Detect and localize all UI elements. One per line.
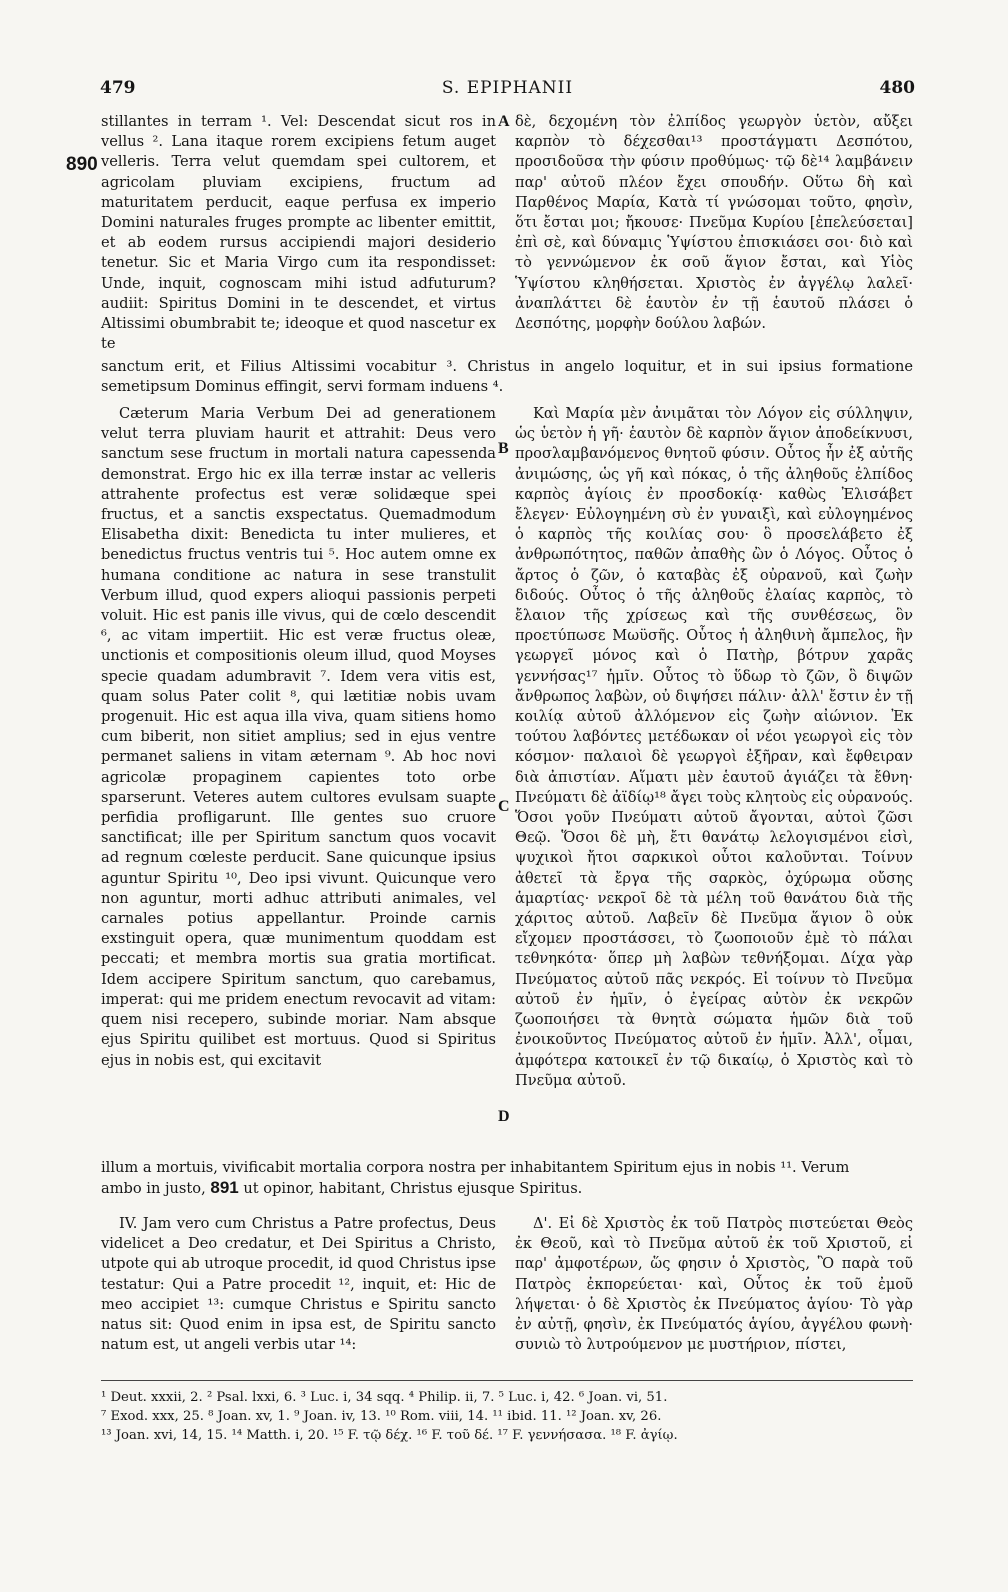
latin-column-section-1 (101, 112, 496, 354)
latin-column-section-3 (101, 1214, 496, 1355)
column-marker-b: B (498, 440, 509, 457)
footnotes (101, 1388, 913, 1445)
latin-column-section-2 (101, 404, 496, 1071)
spanning-text-before: ambo in justo, (101, 1180, 206, 1198)
column-marker-c: C (498, 798, 510, 815)
spanning-text-after: ut opinor, habitant, Christus ejusque Spiritus. (243, 1180, 583, 1198)
latin-paragraph: Cæterum Maria Verbum Dei ad generationem velut terra pluviam haurit et attrahit: Deus vero sanctum sese fructum in mortali natura capessenda demonstrat. Ergo hic ex illa terræ instar ac velleris attrahente profectus est veræ solidæque spei fructus, et a sanctis exspectatus. Quemadmodum Elisabetha dixit: Benedicta tu inter mulieres, et benedictus fructus ventris tui ⁵. Hoc autem omne ex humana conditione ac natura in sese transtulit Verbum illud, quod expers alioqui passionis perpeti voluit. Hic est panis ille vivus, qui de cœlo descendit ⁶, ac vitam impertiit. Hic est veræ fructus oleæ, unctionis et compositionis oleum illud, quod Moyses specie quadam adumbravit ⁷. Idem vera vitis est, quam solus Pater colit ⁸, qui lætitiæ nobis uvam progenuit. Hic est aqua illa viva, quam sitiens homo cum biberit, non sitiet amplius; sed in ejus ventre permanet saliens in vitam æternam ⁹. Ab hoc novi agricolæ propaginem capientes toto orbe sparserunt. Veteres autem cultores evulsam suapte perfidia profligarunt. Ille gentes suo cruore sanctificat; ille per Spiritum sanctum quos vocavit ad regnum cœleste perducit. Sane quicunque ipsius aguntur Spiritu ¹⁰, Deo ipsi vivunt. Quicunque vero non aguntur, morti adhuc attributi animales, vel carnales potius appellantur. Proinde carnis exstinguit opera, quæ munimentum quoddam est peccati; et membra mortis sua gratia mortificat. Idem accipere Spiritum sanctum, quo carebamus, imperat: qui me pridem enectum revocavit ad vitam: quem nisi recepero, subinde moriar. Nam absque ejus Spiritu quilibet est mortuus. Quod si Spiritus ejus in nobis est, qui excitavit (101, 405, 496, 1069)
spanning-paragraph-b (101, 1178, 913, 1199)
spanning-lines-section-2 (101, 1158, 913, 1199)
spanning-paragraph-a: illum a mortuis, vivificabit mortalia corpora nostra per inhabitantem Spiritum ejus in nobis ¹¹. Verum (101, 1159, 850, 1176)
latin-paragraph: IV. Jam vero cum Christus a Patre profectus, Deus videlicet a Deo credatur, et Dei Spiritus a Christo, utpote qui ab utroque procedit, id quod Christus ipse testatur: Qui a Patre procedit ¹², inquit, et: Hic de meo accipiet ¹³: cumque Christus e Spiritu sancto natus sit: Quod enim in ipsa est, de Spiritu sancto natum est, ut angeli verbis utar ¹⁴: (101, 1215, 496, 1354)
page-header (100, 78, 915, 106)
spanning-line-section-1 (101, 357, 913, 397)
spanning-paragraph: sanctum erit, et Filius Altissimi vocabitur ³. Christus in angelo loquitur, et in sui ipsius formatione semetipsum Dominus effingit, servi formam induens ⁴. (101, 358, 913, 396)
column-number-891: 891 (210, 1178, 239, 1198)
column-number-890: 890 (66, 154, 98, 175)
right-page-number: 480 (879, 78, 915, 98)
column-marker-a: A (498, 113, 510, 130)
footnote-line: ¹³ Joan. xvi, 14, 15. ¹⁴ Matth. i, 20. ¹⁵ F. τῷ δέχ. ¹⁶ F. τοῦ δέ. ¹⁷ F. γεννήσασα. ¹⁸ F. ἀγίῳ. (101, 1428, 678, 1443)
greek-paragraph: Καὶ Μαρία μὲν ἀνιμᾶται τὸν Λόγον εἰς σύλληψιν, ὡς ὑετὸν ἡ γῆ· ἑαυτὸν δὲ καρπὸν ἅγιον ἀποδείκνυσι, προσλαμβανόμενος θνητοῦ φύσιν. Οὗτος ἦν ἐξ αὐτῆς ἀνιμώσης, ὡς γῆ καὶ πόκας, ὁ τῆς ἀληθοῦς ἐλπίδος καρπὸς ἁγίοις ἐν προσδοκίᾳ· καθὼς Ἐλισάβετ ἔλεγεν· Εὐλογημένη σὺ ἐν γυναιξὶ, καὶ εὐλογημένος ὁ καρπὸς τῆς κοιλίας σου· ὃ προσελάβετο ἐξ ἀνθρωπότητος, παθῶν ἀπαθὴς ὢν ὁ Λόγος. Οὗτος ὁ ἄρτος ὁ ζῶν, ὁ καταβὰς ἐξ οὐρανοῦ, καὶ ζωὴν διδούς. Οὗτος ὁ τῆς ἀληθοῦς ἐλαίας καρπὸς, τὸ ἔλαιον τῆς χρίσεως καὶ τῆς συνθέσεως, ὃν προετύπωσε Μωϋσῆς. Οὗτος ἡ ἀληθινὴ ἄμπελος, ἣν γεωργεῖ μόνος καὶ ὁ Πατὴρ, βότρυν χαρᾶς γεννήσας¹⁷ ἡμῖν. Οὗτος τὸ ὕδωρ τὸ ζῶν, ὃ διψῶν ἄνθρωπος λαβὼν, οὐ διψήσει πάλιν· ἀλλ' ἔστιν ἐν τῇ κοιλίᾳ αὐτοῦ ἀλλόμενον εἰς ζωὴν αἰώνιον. Ἐκ τούτου λαβόντες μετέδωκαν οἱ νέοι γεωργοὶ εἰς τὸν κόσμον· παλαιοὶ δὲ γεωργοὶ ἐξῆραν, καὶ ἔφθειραν διὰ ἀπιστίαν. Αἵματι μὲν ἑαυτοῦ ἁγιάζει τὰ ἔθνη· Πνεύματι δὲ ἀϊδίῳ¹⁸ ἄγει τοὺς κλητοὺς εἰς οὐρανούς. Ὅσοι γοῦν Πνεύματι αὐτοῦ ἄγονται, αὐτοὶ ζῶσι Θεῷ. Ὅσοι δὲ μὴ, ἔτι θανάτῳ λελογισμένοι εἰσὶ, ψυχικοὶ ἤτοι σαρκικοὶ οὗτοι καλοῦνται. Τοίνυν ἀθετεῖ τὰ ἔργα τῆς σαρκὸς, ὀχύρωμα οὔσης ἁμαρτίας· νεκροῖ δὲ τὰ μέλη τοῦ θανάτου διὰ τῆς χάριτος αὐτοῦ. Λαβεῖν δὲ Πνεῦμα ἅγιον ὃ οὐκ εἴχομεν προστάσσει, τὸ ζωοποιοῦν ἐμὲ τὸ πάλαι τεθνηκότα· ὅπερ μὴ λαβὼν τεθνήξομαι. Δίχα γὰρ Πνεύματος αὐτοῦ πᾶς νεκρός. Εἰ τοίνυν τὸ Πνεῦμα αὐτοῦ ἐν ἡμῖν, ὁ ἐγείρας αὐτὸν ἐκ νεκρῶν ζωοποιήσει τὰ θνητὰ σώματα ἡμῶν διὰ τοῦ ἐνοικοῦντος Πνεύματος αὐτοῦ ἐν ἡμῖν. Ἀλλ', οἶμαι, ἀμφότερα κατοικεῖ ἐν τῷ δικαίῳ, ὁ Χριστὸς καὶ τὸ Πνεῦμα αὐτοῦ. (515, 405, 913, 1089)
running-title: S. EPIPHANII (441, 78, 574, 98)
footnote-line: ¹ Deut. xxxii, 2. ² Psal. lxxi, 6. ³ Luc. i, 34 sqq. ⁴ Philip. ii, 7. ⁵ Luc. i, 42. ⁶ Joan. vi, 51. (101, 1390, 668, 1405)
greek-paragraph: Δ'. Εἰ δὲ Χριστὸς ἐκ τοῦ Πατρὸς πιστεύεται Θεὸς ἐκ Θεοῦ, καὶ τὸ Πνεῦμα αὐτοῦ ἐκ τοῦ Χριστοῦ, εἰ παρ' ἀμφοτέρων, ὥς φησιν ὁ Χριστὸς, Ὃ παρὰ τοῦ Πατρὸς ἐκπορεύεται· καὶ, Οὗτος ἐκ τοῦ ἐμοῦ λήψεται· ὁ δὲ Χριστὸς ἐκ Πνεύματος ἁγίου· Τὸ γὰρ ἐν αὐτῇ, φησὶν, ἐκ Πνεύματός ἁγίου, ἀγγέλου φωνὴ· συνιὼ τὸ λυτρούμενον με μυστήριον, πίστει, (515, 1215, 913, 1354)
greek-column-section-1 (515, 112, 913, 334)
greek-paragraph: δὲ, δεχομένη τὸν ἐλπίδος γεωργὸν ὑετὸν, αὔξει καρπὸν τὸ δέχεσθαι¹³ προστάγματι Δεσπότου, προσιδοῦσα τὴν φύσιν προθύμως· τῷ δὲ¹⁴ λαμβάνειν παρ' αὐτοῦ πλέον ἔχει σπουδήν. Οὕτω δὴ καὶ Παρθένος Μαρία, Κατὰ τί γνώσομαι τοῦτο, φησὶν, ὅτι ἔσται μοι; ἤκουσε· Πνεῦμα Κυρίου [ἐπελεύσεται] ἐπὶ σὲ, καὶ δύναμις Ὑψίστου ἐπισκιάσει σοι· διὸ καὶ τὸ γεννώμενον ἐκ σοῦ ἅγιον ἔσται, καὶ Υἱὸς Ὑψίστου κληθήσεται. Χριστὸς ἐν ἀγγέλῳ λαλεῖ· ἀναπλάττει δὲ ἑαυτὸν ἐν τῇ ἑαυτοῦ πλάσει ὁ Δεσπότης, μορφὴν δούλου λαβών. (515, 113, 913, 333)
footnote-line: ⁷ Exod. xxx, 25. ⁸ Joan. xv, 1. ⁹ Joan. iv, 13. ¹⁰ Rom. viii, 14. ¹¹ ibid. 11. ¹² Joan. xv, 26. (101, 1409, 662, 1424)
column-marker-d: D (498, 1108, 510, 1125)
greek-column-section-2 (515, 404, 913, 1091)
footnote-divider (101, 1380, 913, 1381)
latin-paragraph: stillantes in terram ¹. Vel: Descendat sicut ros in vellus ². Lana itaque rorem excipiens fetum auget velleris. Terra velut quemdam spei cultorem, et agricolam pluviam excipiens, fructum ad maturitatem perducit, eaque perfusa ex imperio Domini naturales fruges prompte ac libenter emittit, et ab eodem rursus accipiendi majori desiderio tenetur. Sic et Maria Virgo cum ita respondisset: Unde, inquit, cognoscam mihi istud adfuturum? audiit: Spiritus Domini in te descendet, et virtus Altissimi obumbrabit te; ideoque et quod nascetur ex te (101, 113, 496, 353)
greek-column-section-3 (515, 1214, 913, 1355)
left-page-number: 479 (100, 78, 136, 98)
